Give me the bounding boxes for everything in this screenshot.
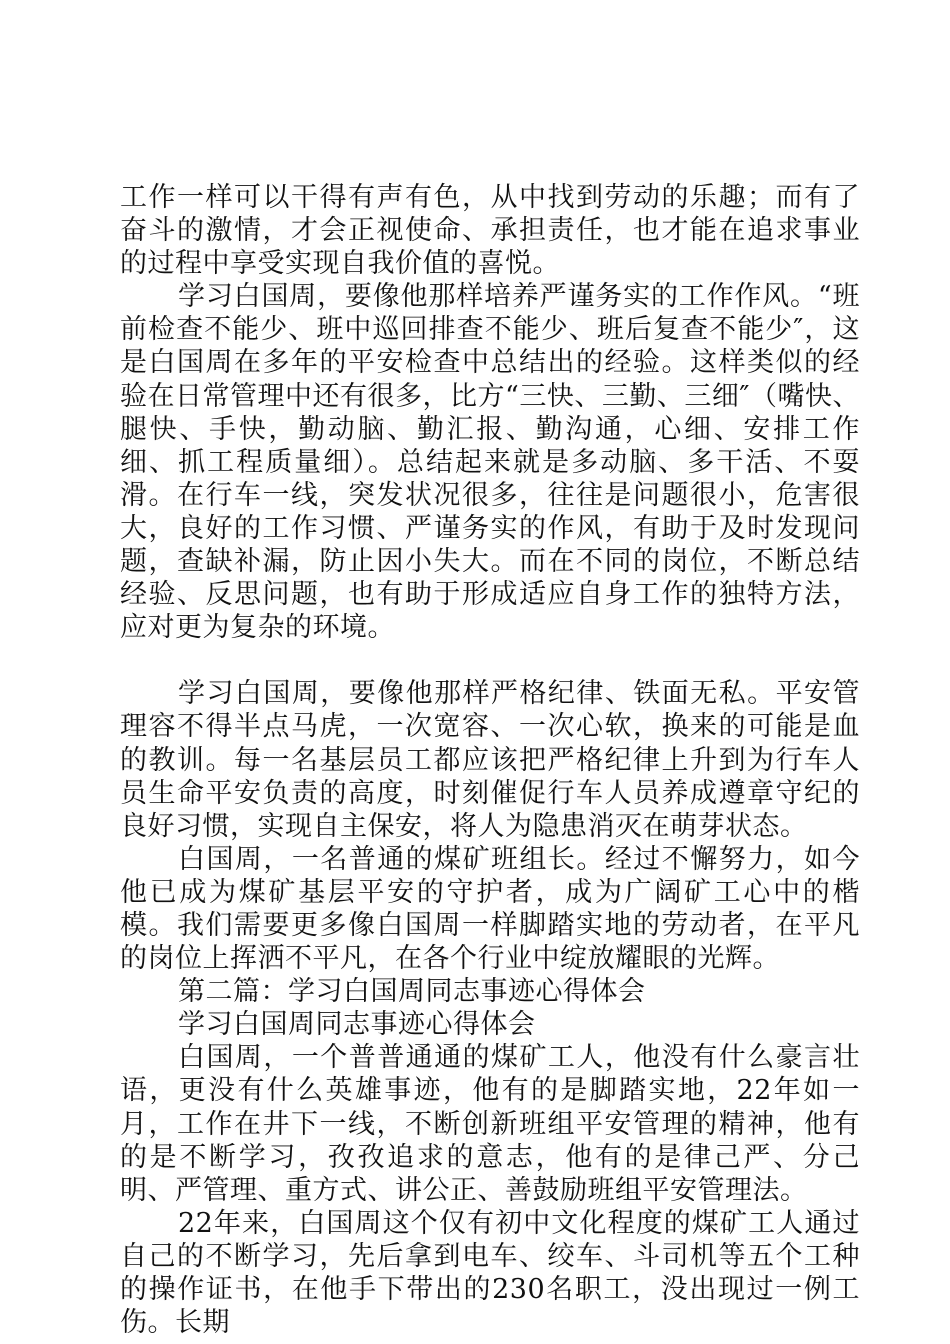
document-body <box>120 181 860 1339</box>
section-subtitle: 学习白国周同志事迹心得体会 <box>178 1009 536 1041</box>
paragraph-7: 白国周，一个普普通通的煤矿工人，他没有什么豪言壮语，更没有什么英雄事迹，他有的是脚踏实地，22年如一月，工作在井下一线，不断创新班组平安管理的精神，他有的是不断学习，孜孜追求的意志，他有的是律己严、分己明、严管理、重方式、讲公正、善鼓励班组平安管理法。 <box>120 1042 860 1206</box>
paragraph-4: 白国周，一名普通的煤矿班组长。经过不懈努力，如今他已成为煤矿基层平安的守护者，成为广阔矿工心中的楷模。我们需要更多像白国周一样脚踏实地的劳动者，在平凡的岗位上挥洒不平凡，在各个行业中绽放耀眼的光辉。 <box>120 843 860 975</box>
paragraph-1: 工作一样可以干得有声有色，从中找到劳动的乐趣；而有了奋斗的激情，才会正视使命、承担责任，也才能在追求事业的过程中享受实现自我价值的喜悦。 <box>120 182 860 280</box>
paragraph-2: 学习白国周，要像他那样培养严谨务实的工作作风。“班前检查不能少、班中巡回排查不能少、班后复查不能少″，这是白国周在多年的平安检查中总结出的经验。这样类似的经验在日常管理中还有很多，比方“三快、三勤、三细″（嘴快、腿快、手快，勤动脑、勤汇报、勤沟通，心细、安排工作细、抓工程质量细）。总结起来就是多动脑、多干活、不耍滑。在行车一线，突发状况很多，往往是问题很小，危害很大，良好的工作习惯、严谨务实的作风，有助于及时发现问题，查缺补漏，防止因小失大。而在不同的岗位，不断总结经验、反思问题，也有助于形成适应自身工作的独特方法，应对更为复杂的环境。 <box>120 281 860 644</box>
section-heading: 第二篇：学习白国周同志事迹心得体会 <box>178 976 646 1008</box>
paragraph-gap <box>120 644 860 677</box>
paragraph-3: 学习白国周，要像他那样严格纪律、铁面无私。平安管理容不得半点马虎，一次宽容、一次心软，换来的可能是血的教训。每一名基层员工都应该把严格纪律上升到为行车人员生命平安负责的高度，时刻催促行车人员养成遵章守纪的良好习惯，实现自主保安，将人为隐患消灭在萌芽状态。 <box>120 678 860 842</box>
paragraph-8: 22年来，白国周这个仅有初中文化程度的煤矿工人通过自己的不断学习，先后拿到电车、绞车、斗司机等五个工种的操作证书，在他手下带出的230名职工，没出现过一例工伤。长期 <box>120 1207 860 1339</box>
